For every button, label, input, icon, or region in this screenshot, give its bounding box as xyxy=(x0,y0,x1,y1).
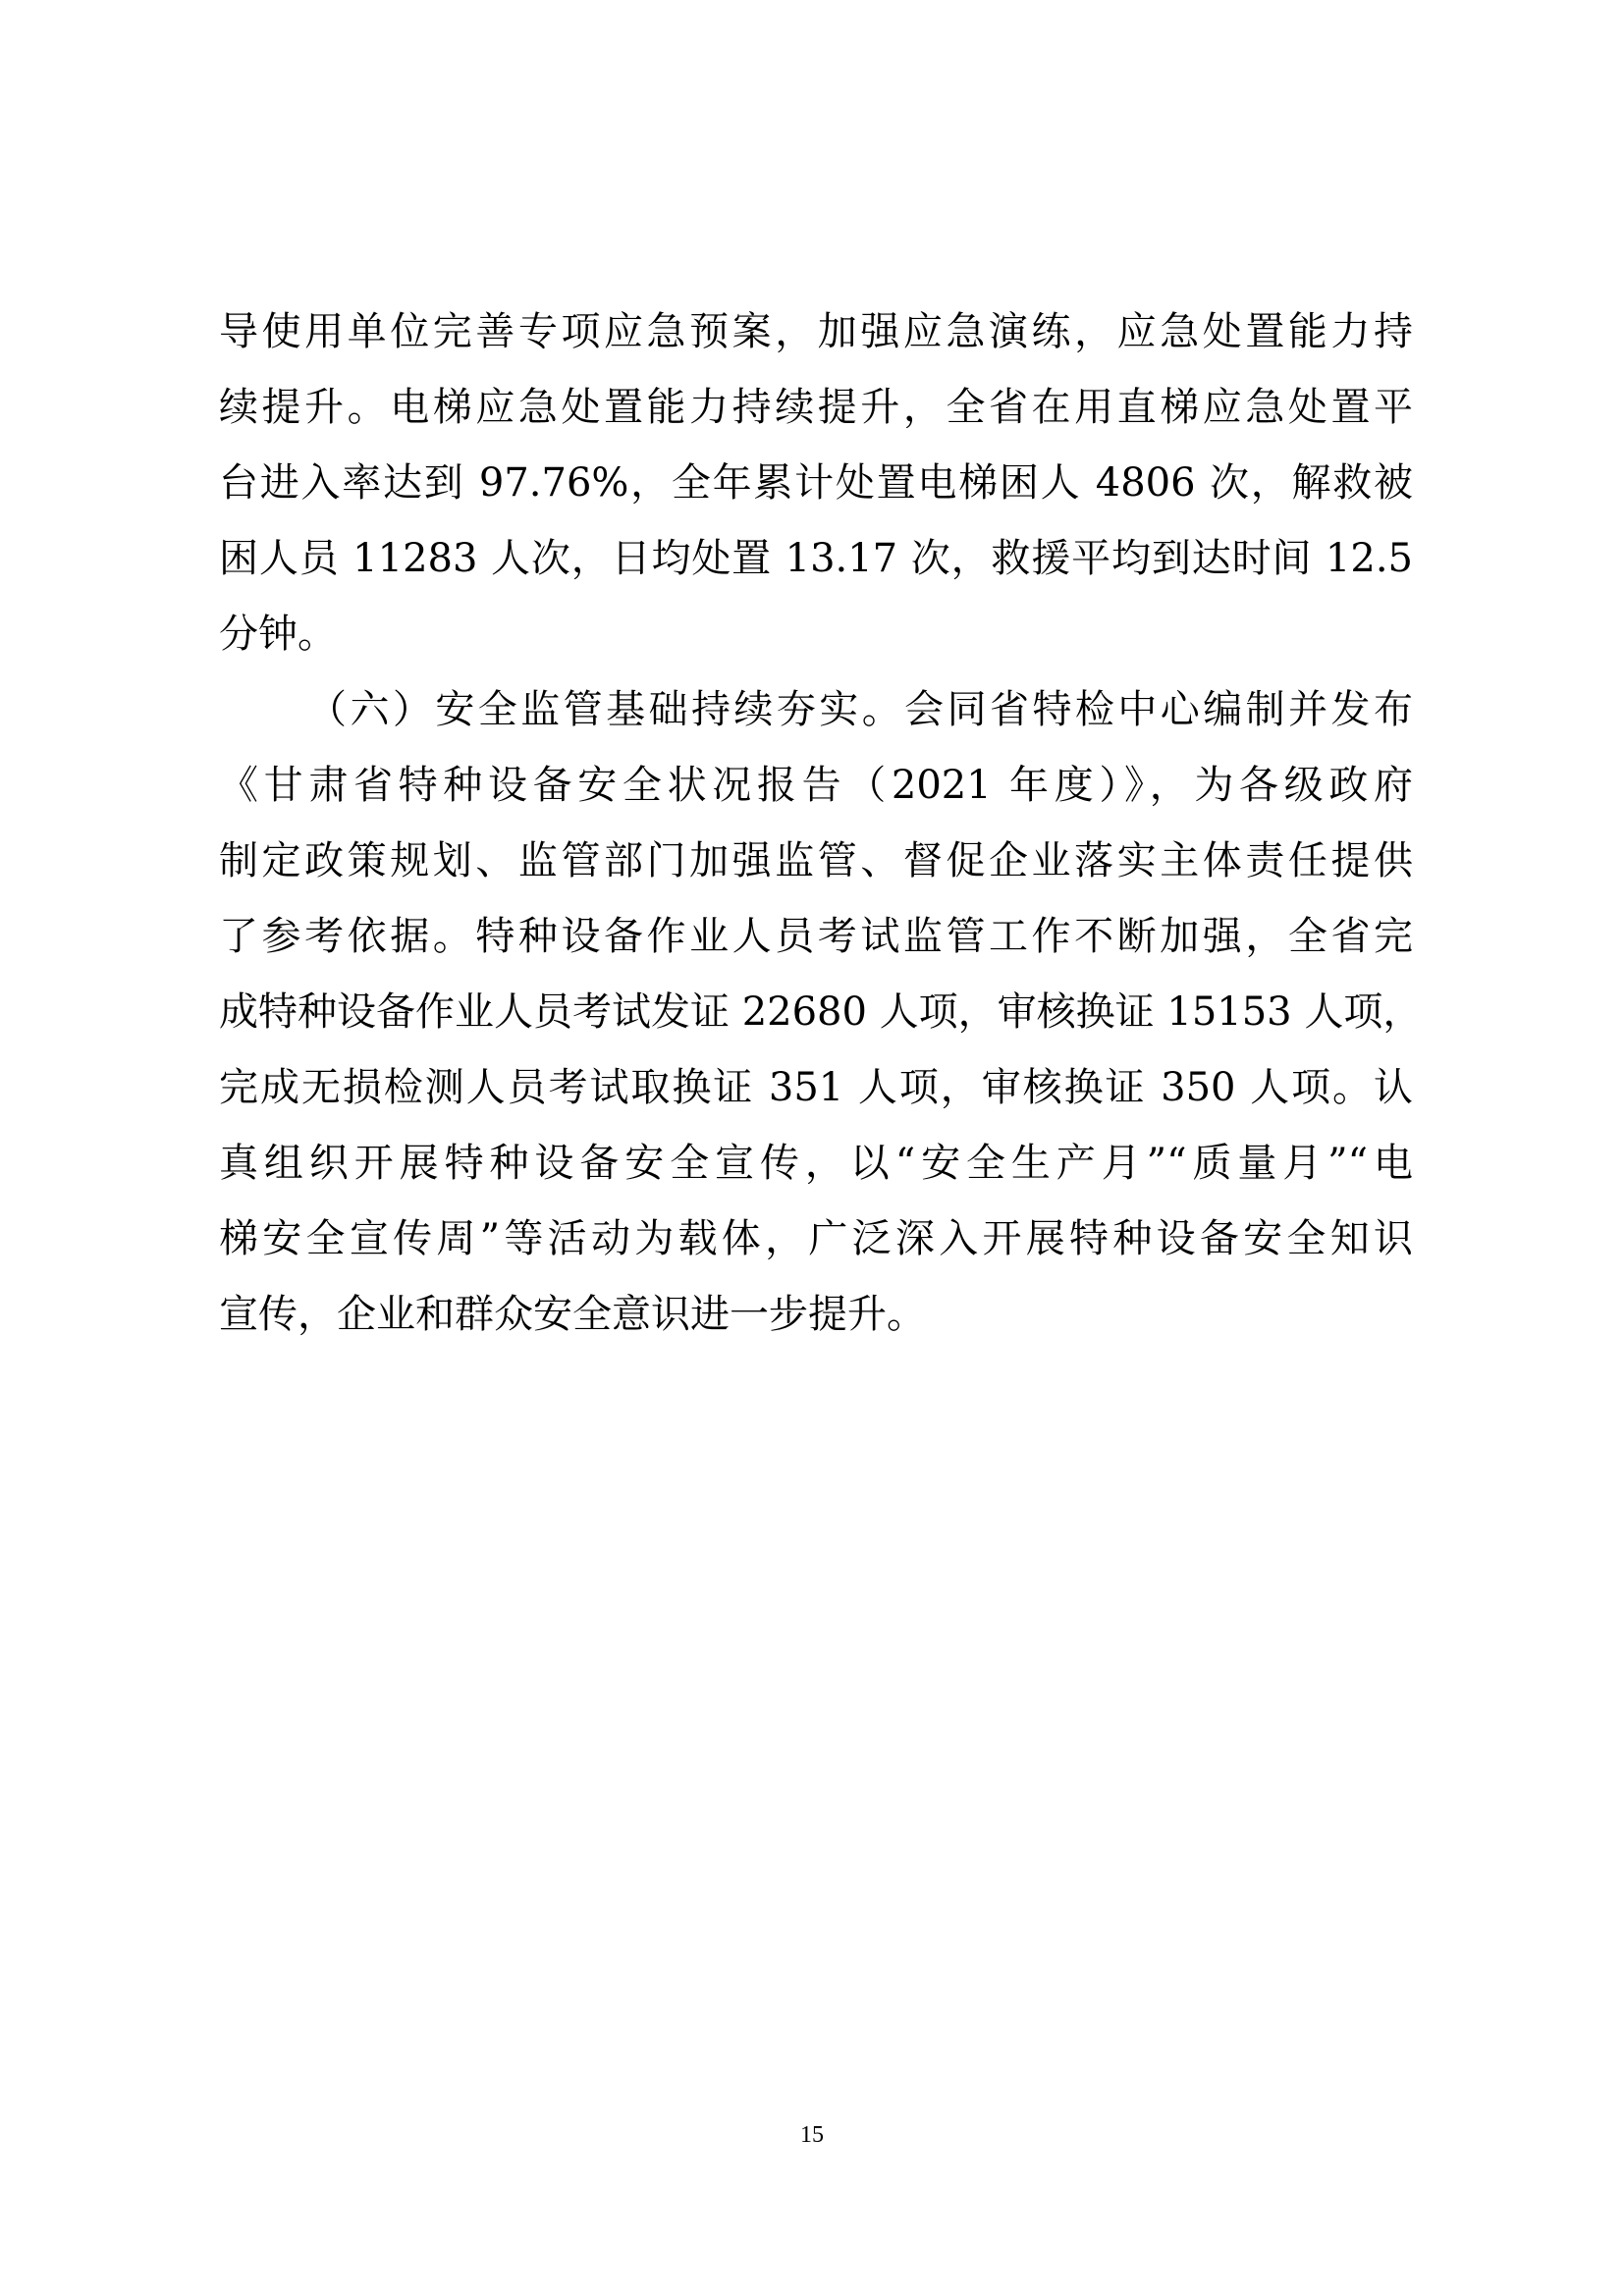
paragraph-emergency-response xyxy=(219,294,1413,672)
text-line: 导使用单位完善专项应急预案，加强应急演练，应急处置能力持 xyxy=(219,309,1413,354)
text-line: 制定政策规划、监管部门加强监管、督促企业落实主体责任提供 xyxy=(219,838,1413,883)
text-line: 宣传，企业和群众安全意识进一步提升。 xyxy=(219,1292,926,1337)
text-line: 了参考依据。特种设备作业人员考试监管工作不断加强，全省完 xyxy=(219,914,1413,959)
text-line: 台进入率达到 97.76%，全年累计处置电梯困人 4806 次，解救被 xyxy=(219,460,1413,506)
text-line: （六）安全监管基础持续夯实。会同省特检中心编制并发布 xyxy=(307,687,1413,732)
paragraph-supervision-foundation xyxy=(219,672,1423,1353)
text-line: 完成无损检测人员考试取换证 351 人项，审核换证 350 人项。认 xyxy=(219,1065,1413,1110)
text-line: 续提升。电梯应急处置能力持续提升，全省在用直梯应急处置平 xyxy=(219,385,1413,430)
text-line: 困人员 11283 人次，日均处置 13.17 次，救援平均到达时间 12.5 xyxy=(219,536,1413,581)
text-line: 分钟。 xyxy=(219,612,337,657)
text-line: 《甘肃省特种设备安全状况报告（2021 年度）》，为各级政府 xyxy=(219,763,1413,808)
text-line: 真组织开展特种设备安全宣传，以“安全生产月”“质量月”“电 xyxy=(219,1141,1413,1186)
page-number: 15 xyxy=(800,2122,824,2148)
text-line: 成特种设备作业人员考试发证 22680 人项，审核换证 15153 人项， xyxy=(219,989,1423,1035)
body-text xyxy=(219,294,1423,1353)
text-line: 梯安全宣传周”等活动为载体，广泛深入开展特种设备安全知识 xyxy=(219,1216,1413,1261)
